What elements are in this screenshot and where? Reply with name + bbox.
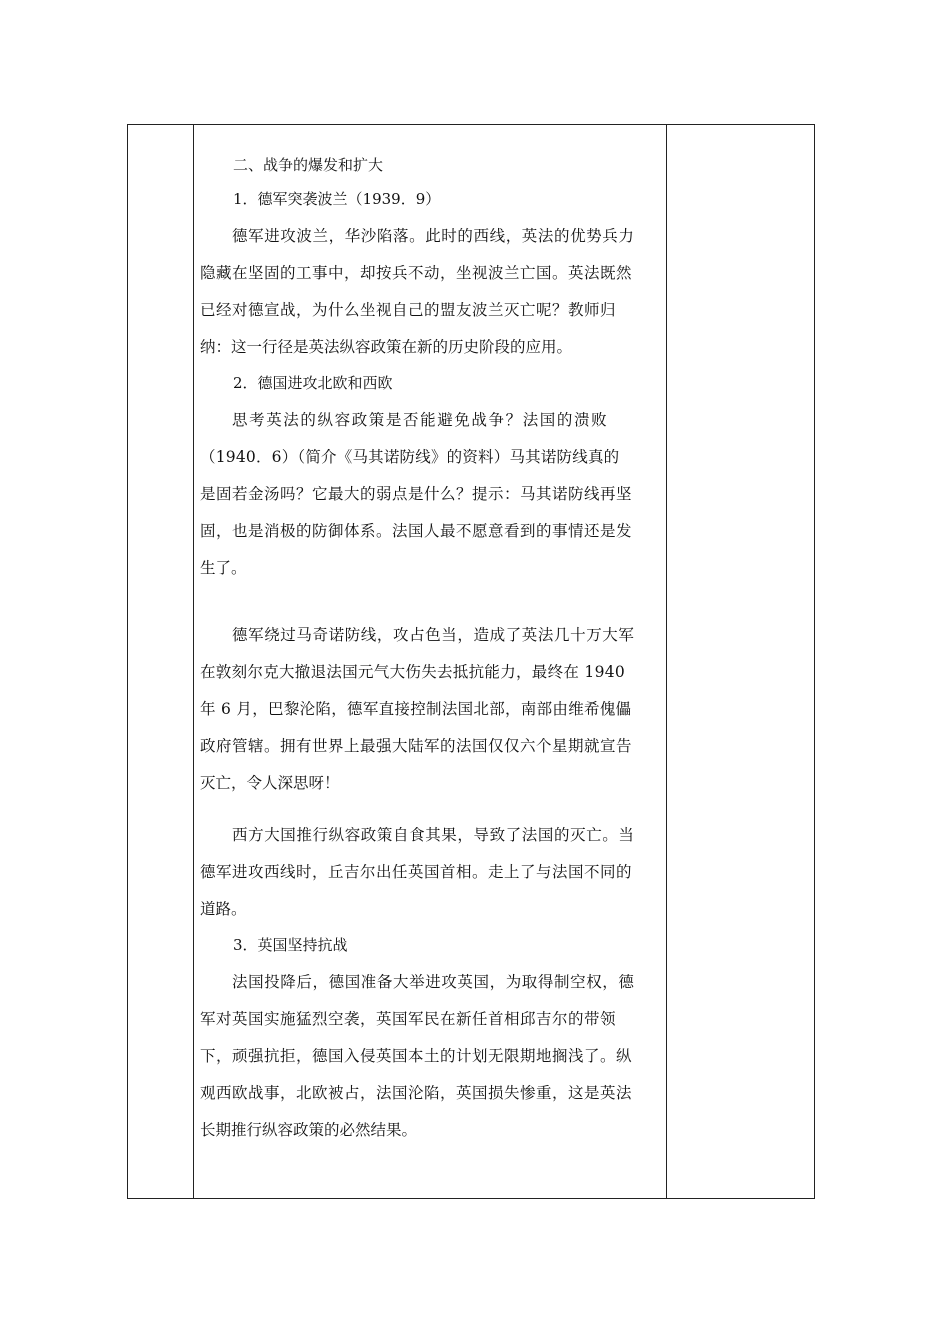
paragraph-line: 生了。	[200, 559, 247, 577]
paragraph-line: 道路。	[200, 900, 247, 918]
column-divider-right	[666, 125, 667, 1198]
paragraph-line: 年 6 月，巴黎沦陷，德军直接控制法国北部，南部由维希傀儡	[200, 700, 632, 718]
paragraph-line: 西方大国推行纵容政策自食其果，导致了法国的灭亡。当	[232, 826, 635, 844]
paragraph-line: 法国投降后，德国准备大举进攻英国，为取得制空权，德	[232, 973, 635, 991]
paragraph-line: 德军进攻波兰，华沙陷落。此时的西线，英法的优势兵力	[232, 227, 635, 245]
paragraph-line: 德军绕过马奇诺防线，攻占色当，造成了英法几十万大军	[232, 626, 635, 644]
paragraph-line: （1940．6）（简介《马其诺防线》的资料）马其诺防线真的	[200, 448, 620, 466]
paragraph-line: 隐藏在坚固的工事中，却按兵不动，坐视波兰亡国。英法既然	[200, 264, 633, 282]
item-heading: 2．德国进攻北欧和西欧	[233, 374, 393, 392]
paragraph-line: 已经对德宣战，为什么坐视自己的盟友波兰灭亡呢？教师归	[200, 301, 617, 319]
paragraph-line: 长期推行纵容政策的必然结果。	[200, 1121, 418, 1139]
paragraph-line: 固，也是消极的防御体系。法国人最不愿意看到的事情还是发	[200, 522, 633, 540]
paragraph-line: 德军进攻西线时，丘吉尔出任英国首相。走上了与法国不同的	[200, 863, 633, 881]
paragraph-line: 军对英国实施猛烈空袭，英国军民在新任首相邱吉尔的带领	[200, 1010, 617, 1028]
paragraph-line: 灭亡，令人深思呀！	[200, 774, 340, 792]
paragraph-line: 纳：这一行径是英法纵容政策在新的历史阶段的应用。	[200, 338, 573, 356]
paragraph-line: 政府管辖。拥有世界上最强大陆军的法国仅仅六个星期就宣告	[200, 737, 633, 755]
paragraph-line: 在敦刻尔克大撤退法国元气大伤失去抵抗能力，最终在 1940	[200, 663, 626, 681]
paragraph-line: 观西欧战事，北欧被占，法国沦陷，英国损失惨重，这是英法	[200, 1084, 633, 1102]
paragraph-line: 下，顽强抗拒，德国入侵英国本土的计划无限期地搁浅了。纵	[200, 1047, 633, 1065]
item-heading: 3．英国坚持抗战	[233, 936, 348, 954]
section-title: 二、战争的爆发和扩大	[233, 156, 384, 174]
item-heading: 1．德军突袭波兰（1939．9）	[233, 190, 441, 208]
paragraph-line: 思考英法的纵容政策是否能避免战争？法国的溃败	[232, 411, 609, 429]
paragraph-line: 是固若金汤吗？它最大的弱点是什么？提示：马其诺防线再坚	[200, 485, 633, 503]
column-divider-left	[193, 125, 194, 1198]
